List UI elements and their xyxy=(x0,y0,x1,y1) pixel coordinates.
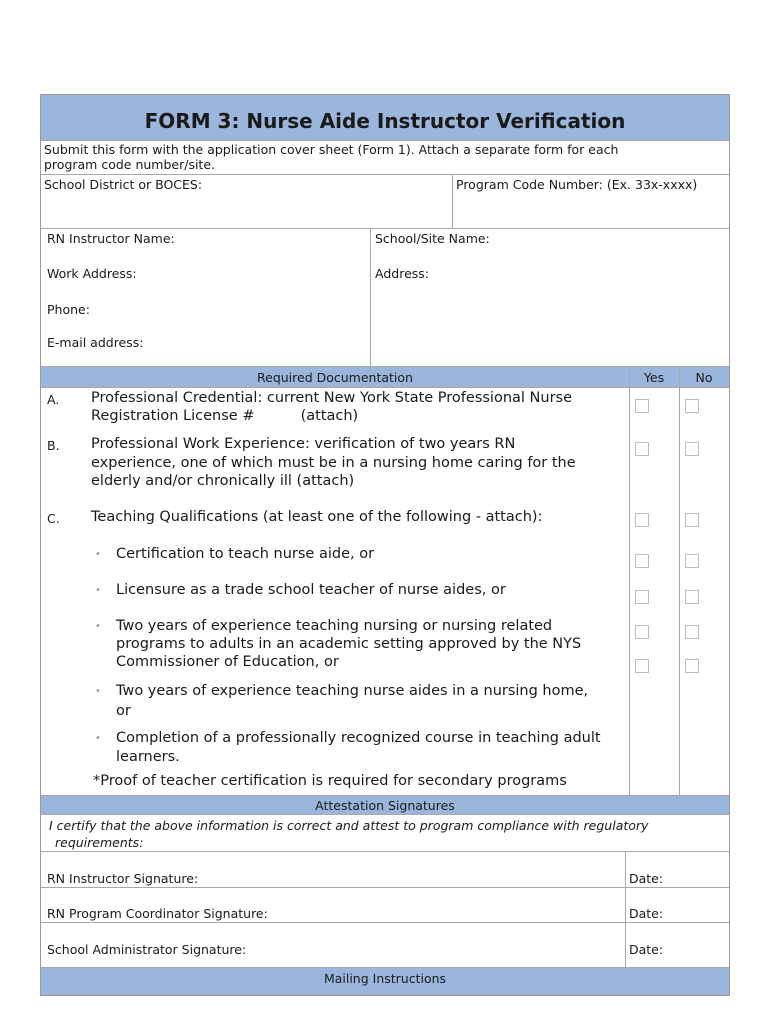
bullet-3-line-1: Two years of experience teaching nursing or nursing related xyxy=(116,618,553,634)
bullet-5-dot: • xyxy=(95,733,101,744)
bullet-2-no-checkbox[interactable] xyxy=(685,590,699,604)
rn-signature-field[interactable] xyxy=(42,852,624,886)
rn-signature-label: RN Instructor Signature: xyxy=(47,871,199,886)
item-a-letter: A. xyxy=(47,392,60,407)
bullet-5-line-1: Completion of a professionally recognized course in teaching adult xyxy=(116,730,601,746)
bullet-1-yes-checkbox[interactable] xyxy=(635,554,649,568)
district-label: School District or BOCES: xyxy=(44,177,203,192)
bullet-2-text: Licensure as a trade school teacher of nurse aides, or xyxy=(116,582,506,598)
bullet-2-yes-checkbox[interactable] xyxy=(635,590,649,604)
program-code-field[interactable] xyxy=(454,192,728,226)
no-header: No xyxy=(695,370,713,385)
coordinator-signature-field[interactable] xyxy=(42,888,624,922)
bullet-3-yes-checkbox[interactable] xyxy=(635,625,649,639)
work-address-label: Work Address: xyxy=(47,266,137,281)
admin-signature-label: School Administrator Signature: xyxy=(47,942,247,957)
bullet-4-yes-checkbox[interactable] xyxy=(635,659,649,673)
admin-signature-field[interactable] xyxy=(42,923,624,966)
item-c-yes-checkbox[interactable] xyxy=(635,513,649,527)
item-b-no-checkbox[interactable] xyxy=(685,442,699,456)
item-a-no-checkbox[interactable] xyxy=(685,399,699,413)
item-a-yes-checkbox[interactable] xyxy=(635,399,649,413)
yes-header: Yes xyxy=(643,370,665,385)
attestation-statement-line-2: requirements: xyxy=(55,835,144,850)
email-label: E-mail address: xyxy=(47,335,144,350)
mailing-header: Mailing Instructions xyxy=(323,971,447,986)
form-title: FORM 3: Nurse Aide Instructor Verification xyxy=(144,109,626,133)
bullet-4-line-1: Two years of experience teaching nurse aides in a nursing home, xyxy=(116,683,589,699)
instructions-line-2: program code number/site. xyxy=(44,157,215,172)
bullet-2-dot: • xyxy=(95,585,101,596)
item-b-line-3: elderly and/or chronically ill (attach) xyxy=(91,473,355,489)
item-a-line-2: Registration License # (attach) xyxy=(91,408,359,424)
bullet-3-no-checkbox[interactable] xyxy=(685,625,699,639)
item-c-line-1: Teaching Qualifications (at least one of the following - attach): xyxy=(91,509,543,525)
item-b-yes-checkbox[interactable] xyxy=(635,442,649,456)
bullet-3-line-2: programs to adults in an academic setting approved by the NYS xyxy=(116,636,582,652)
rn-name-label: RN Instructor Name: xyxy=(47,231,175,246)
rn-signature-date-label: Date: xyxy=(629,871,664,886)
item-b-letter: B. xyxy=(47,438,60,453)
item-c-letter: C. xyxy=(47,511,60,526)
phone-label: Phone: xyxy=(47,302,90,317)
coordinator-signature-date-label: Date: xyxy=(629,906,664,921)
bullet-5-line-2: learners. xyxy=(116,749,180,765)
required-docs-header: Required Documentation xyxy=(257,370,413,385)
certification-footnote: *Proof of teacher certification is required for secondary programs xyxy=(93,773,567,789)
bullet-4-no-checkbox[interactable] xyxy=(685,659,699,673)
bullet-1-no-checkbox[interactable] xyxy=(685,554,699,568)
item-c-no-checkbox[interactable] xyxy=(685,513,699,527)
item-b-line-1: Professional Work Experience: verification of two years RN xyxy=(91,436,516,452)
program-code-label: Program Code Number: (Ex. 33x-xxxx) xyxy=(456,177,698,192)
bullet-4-line-2: or xyxy=(116,703,131,719)
address-label: Address: xyxy=(375,266,429,281)
instructions-line-1: Submit this form with the application cover sheet (Form 1). Attach a separate form for each xyxy=(44,142,619,157)
bullet-1-dot: • xyxy=(95,549,101,560)
coordinator-signature-label: RN Program Coordinator Signature: xyxy=(47,906,268,921)
item-b-line-2: experience, one of which must be in a nursing home caring for the xyxy=(91,455,576,471)
attestation-statement-line-1: I certify that the above information is correct and attest to program compliance with regulatory xyxy=(49,818,649,833)
admin-signature-date-label: Date: xyxy=(629,942,664,957)
bullet-3-dot: • xyxy=(95,621,101,632)
item-a-line-1: Professional Credential: current New York State Professional Nurse xyxy=(91,390,573,406)
bullet-1-text: Certification to teach nurse aide, or xyxy=(116,546,375,562)
site-name-label: School/Site Name: xyxy=(375,231,490,246)
attestation-header: Attestation Signatures xyxy=(315,798,455,813)
district-field[interactable] xyxy=(42,192,450,226)
bullet-3-line-3: Commissioner of Education, or xyxy=(116,654,339,670)
bullet-4-dot: • xyxy=(95,686,101,697)
